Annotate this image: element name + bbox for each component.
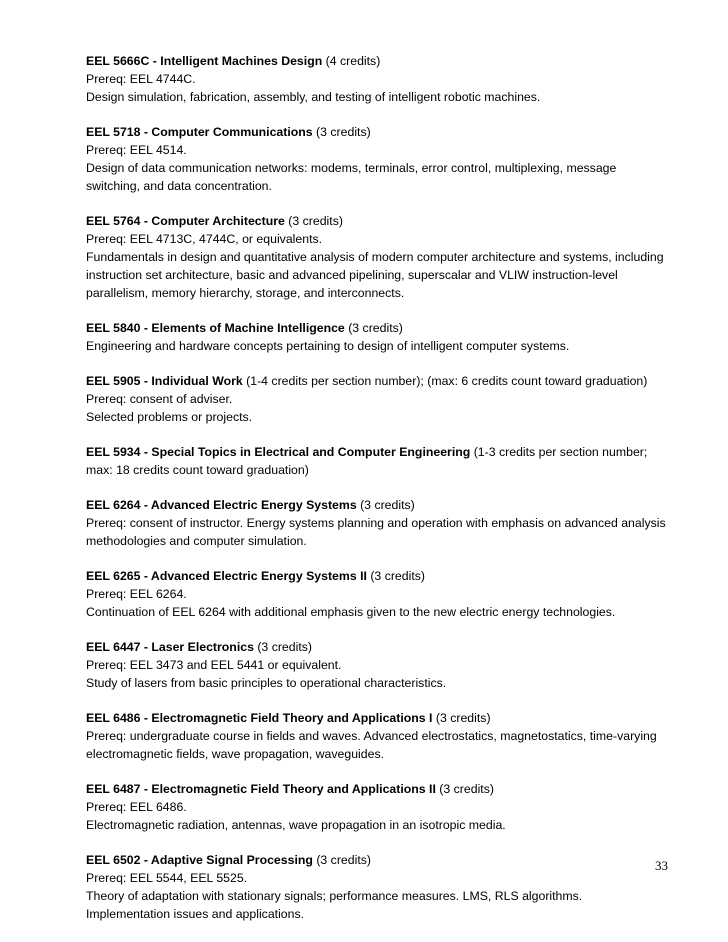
- course-title: EEL 6487 - Electromagnetic Field Theory and Applications II: [86, 782, 436, 796]
- course-credits: (1-4 credits per section number); (max: 6 credits count toward graduation): [242, 374, 648, 388]
- course-entry-eel-5666c: [86, 52, 666, 106]
- course-description: Continuation of EEL 6264 with additional emphasis given to the new electric energy technologies.: [86, 605, 616, 619]
- course-heading: [86, 851, 666, 869]
- course-credits: (1-3 credits per section number; max: 18 credits count toward graduation): [86, 445, 648, 477]
- course-prereq: Prereq: consent of instructor. Energy systems planning and operation with emphasis on advanced analysis methodologies and computer simulation.: [86, 516, 666, 548]
- course-title: EEL 6486 - Electromagnetic Field Theory and Applications I: [86, 711, 433, 725]
- course-prereq: Prereq: EEL 4713C, 4744C, or equivalents.: [86, 232, 323, 246]
- course-title: EEL 5764 - Computer Architecture: [86, 214, 285, 228]
- course-prereq: Prereq: EEL 3473 and EEL 5441 or equivalent.: [86, 658, 342, 672]
- course-credits: (3 credits): [312, 125, 371, 139]
- course-title: EEL 5905 - Individual Work: [86, 374, 243, 388]
- course-heading: [86, 212, 666, 230]
- course-entry-eel-6264: [86, 496, 666, 550]
- course-heading: [86, 52, 666, 70]
- course-prereq: Prereq: EEL 6264.: [86, 587, 187, 601]
- course-catalog-page: [86, 52, 666, 940]
- course-credits: (3 credits): [312, 853, 371, 867]
- course-entry-eel-5764: [86, 212, 666, 302]
- course-heading: [86, 638, 666, 656]
- course-prereq: Prereq: EEL 4744C.: [86, 72, 196, 86]
- course-title: EEL 5840 - Elements of Machine Intelligence: [86, 321, 345, 335]
- course-credits: (3 credits): [344, 321, 403, 335]
- course-description: Selected problems or projects.: [86, 410, 253, 424]
- course-title: EEL 5934 - Special Topics in Electrical and Computer Engineering: [86, 445, 471, 459]
- course-entry-eel-6502: [86, 851, 666, 923]
- course-credits: (3 credits): [366, 569, 426, 583]
- course-heading: [86, 709, 666, 727]
- course-title: EEL 6447 - Laser Electronics: [86, 640, 254, 654]
- course-title: EEL 6502 - Adaptive Signal Processing: [86, 853, 313, 867]
- course-credits: (3 credits): [435, 782, 494, 796]
- course-prereq: Prereq: EEL 5544, EEL 5525.: [86, 871, 248, 885]
- course-heading: [86, 319, 666, 337]
- course-title: EEL 6264 - Advanced Electric Energy Systems: [86, 498, 357, 512]
- course-heading: [86, 780, 666, 798]
- course-title: EEL 5718 - Computer Communications: [86, 125, 313, 139]
- course-entry-eel-5934: [86, 443, 666, 479]
- course-entry-eel-6486: [86, 709, 666, 763]
- course-heading: [86, 496, 666, 514]
- course-entry-eel-5718: [86, 123, 666, 195]
- course-entry-eel-6447: [86, 638, 666, 692]
- course-prereq: Prereq: EEL 4514.: [86, 143, 187, 157]
- course-description: Electromagnetic radiation, antennas, wave propagation in an isotropic media.: [86, 818, 506, 832]
- course-credits: (3 credits): [432, 711, 491, 725]
- course-heading: [86, 123, 666, 141]
- course-credits: (4 credits): [322, 54, 381, 68]
- course-prereq: Prereq: EEL 6486.: [86, 800, 187, 814]
- course-description: Study of lasers from basic principles to operational characteristics.: [86, 676, 447, 690]
- course-heading: [86, 567, 666, 585]
- course-description: Engineering and hardware concepts pertaining to design of intelligent computer systems.: [86, 339, 570, 353]
- course-credits: (3 credits): [284, 214, 343, 228]
- course-entry-eel-5840: [86, 319, 666, 355]
- course-entry-eel-6265: [86, 567, 666, 621]
- course-credits: (3 credits): [356, 498, 415, 512]
- course-title: EEL 5666C - Intelligent Machines Design: [86, 54, 323, 68]
- course-prereq: Prereq: undergraduate course in fields and waves. Advanced electrostatics, magnetostatics, time-varying electromagnetic fields, wave propagation, waveguides.: [86, 729, 657, 761]
- course-description: Fundamentals in design and quantitative analysis of modern computer architecture and systems, including instruction set architecture, basic and advanced pipelining, superscalar and VLIW instruction-level parallelism, memory hierarchy, storage, and interconnects.: [86, 250, 664, 300]
- course-description: Design of data communication networks: modems, terminals, error control, multiplexing, message switching, and data concentration.: [86, 161, 617, 193]
- course-entry-eel-6487: [86, 780, 666, 834]
- course-description: Theory of adaptation with stationary signals; performance measures. LMS, RLS algorithms. Implementation issues and applications.: [86, 889, 583, 921]
- course-title: EEL 6265 - Advanced Electric Energy Systems II: [86, 569, 367, 583]
- course-entry-eel-5905: [86, 372, 666, 426]
- page-number: 33: [655, 858, 668, 873]
- course-prereq: Prereq: consent of adviser.: [86, 392, 233, 406]
- course-heading: [86, 372, 666, 390]
- course-heading: [86, 443, 666, 479]
- course-description: Design simulation, fabrication, assembly, and testing of intelligent robotic machines.: [86, 90, 541, 104]
- course-credits: (3 credits): [253, 640, 313, 654]
